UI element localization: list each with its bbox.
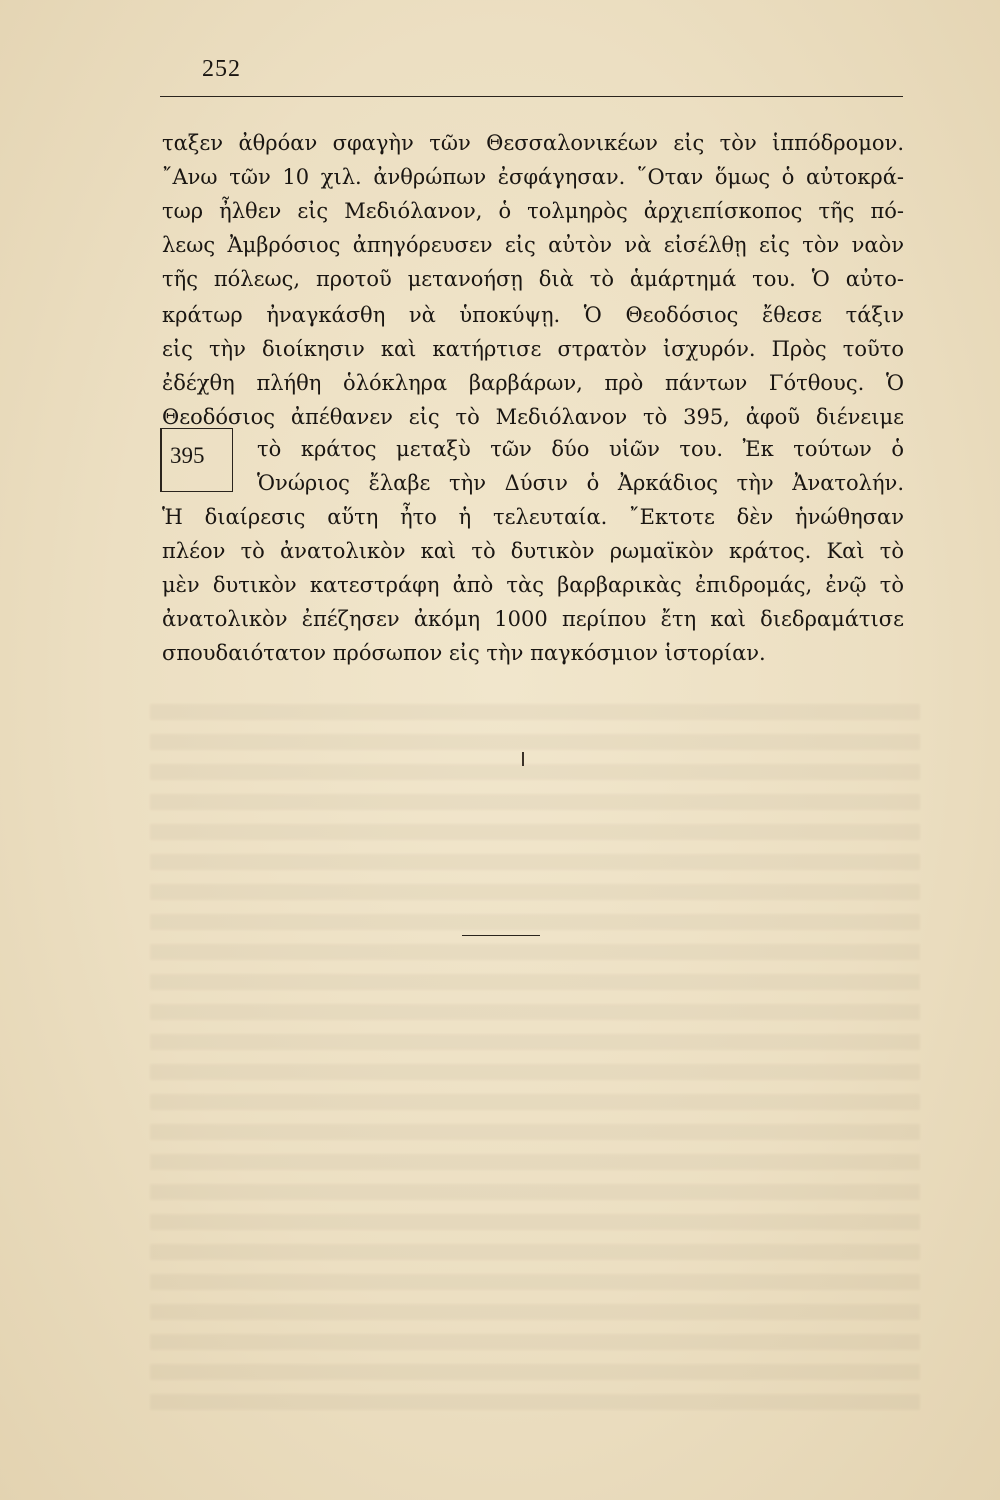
text-line: τὸ κράτος μεταξὺ τῶν δύο υἱῶν του. Ἐκ τούτων ὁ (257, 437, 904, 461)
text-line: τωρ ἦλθεν εἰς Μεδιόλανον, ὁ τολμηρὸς ἀρχιεπίσκοπος τῆς πό- (162, 199, 904, 223)
text-line: ῎Ανω τῶν 10 χιλ. ἀνθρώπων ἐσφάγησαν. ῞Οταν ὅμως ὁ αὐτοκρά- (162, 165, 904, 189)
text-line: τῆς πόλεως, προτοῦ μετανοήσῃ διὰ τὸ ἁμάρτημά του. Ὁ αὐτο- (162, 267, 904, 291)
text-line: πλέον τὸ ἀνατολικὸν καὶ τὸ δυτικὸν ρωμαϊκὸν κράτος. Καὶ τὸ (162, 539, 904, 563)
header-rule (160, 96, 903, 97)
text-line: εἰς τὴν διοίκησιν καὶ κατήρτισε στρατὸν ἰσχυρόν. Πρὸς τοῦτο (162, 337, 904, 361)
ink-speck (522, 752, 524, 766)
text-line: Θεοδόσιος ἀπέθανεν εἰς τὸ Μεδιόλανον τὸ 395, ἀφοῦ διένειμε (162, 405, 904, 429)
bleed-through-texture (150, 690, 920, 1410)
text-line: ἀνατολικὸν ἐπέζησεν ἀκόμη 1000 περίπου ἔτη καὶ διεδραμάτισε (162, 607, 904, 631)
text-line: μὲν δυτικὸν κατεστράφη ἀπὸ τὰς βαρβαρικὰς ἐπιδρομάς, ἐνῷ τὸ (162, 573, 904, 597)
text-line: κράτωρ ἠναγκάσθη νὰ ὑποκύψῃ. Ὁ Θεοδόσιος ἔθεσε τάξιν (162, 303, 904, 327)
text-line: σπουδαιότατον πρόσωπον εἰς τὴν παγκόσμιον ἱστορίαν. (162, 641, 766, 665)
page-number: 252 (202, 56, 241, 82)
section-end-rule (462, 935, 540, 936)
text-line: λεως Ἀμβρόσιος ἀπηγόρευσεν εἰς αὐτὸν νὰ εἰσέλθῃ εἰς τὸν ναὸν (162, 233, 904, 257)
text-line: Ὁνώριος ἔλαβε τὴν Δύσιν ὁ Ἀρκάδιος τὴν Ἀνατολήν. (257, 471, 904, 495)
text-line: ταξεν ἀθρόαν σφαγὴν τῶν Θεσσαλονικέων εἰς τὸν ἱππόδρομον. (162, 131, 904, 155)
text-line: ἐδέχθη πλήθη ὁλόκληρα βαρβάρων, πρὸ πάντων Γότθους. Ὁ (162, 371, 904, 395)
margin-year: 395 (170, 443, 205, 468)
margin-year-box (160, 428, 233, 492)
text-line: Ἡ διαίρεσις αὕτη ἦτο ἡ τελευταία. ῎Εκτοτε δὲν ἡνώθησαν (162, 505, 904, 529)
